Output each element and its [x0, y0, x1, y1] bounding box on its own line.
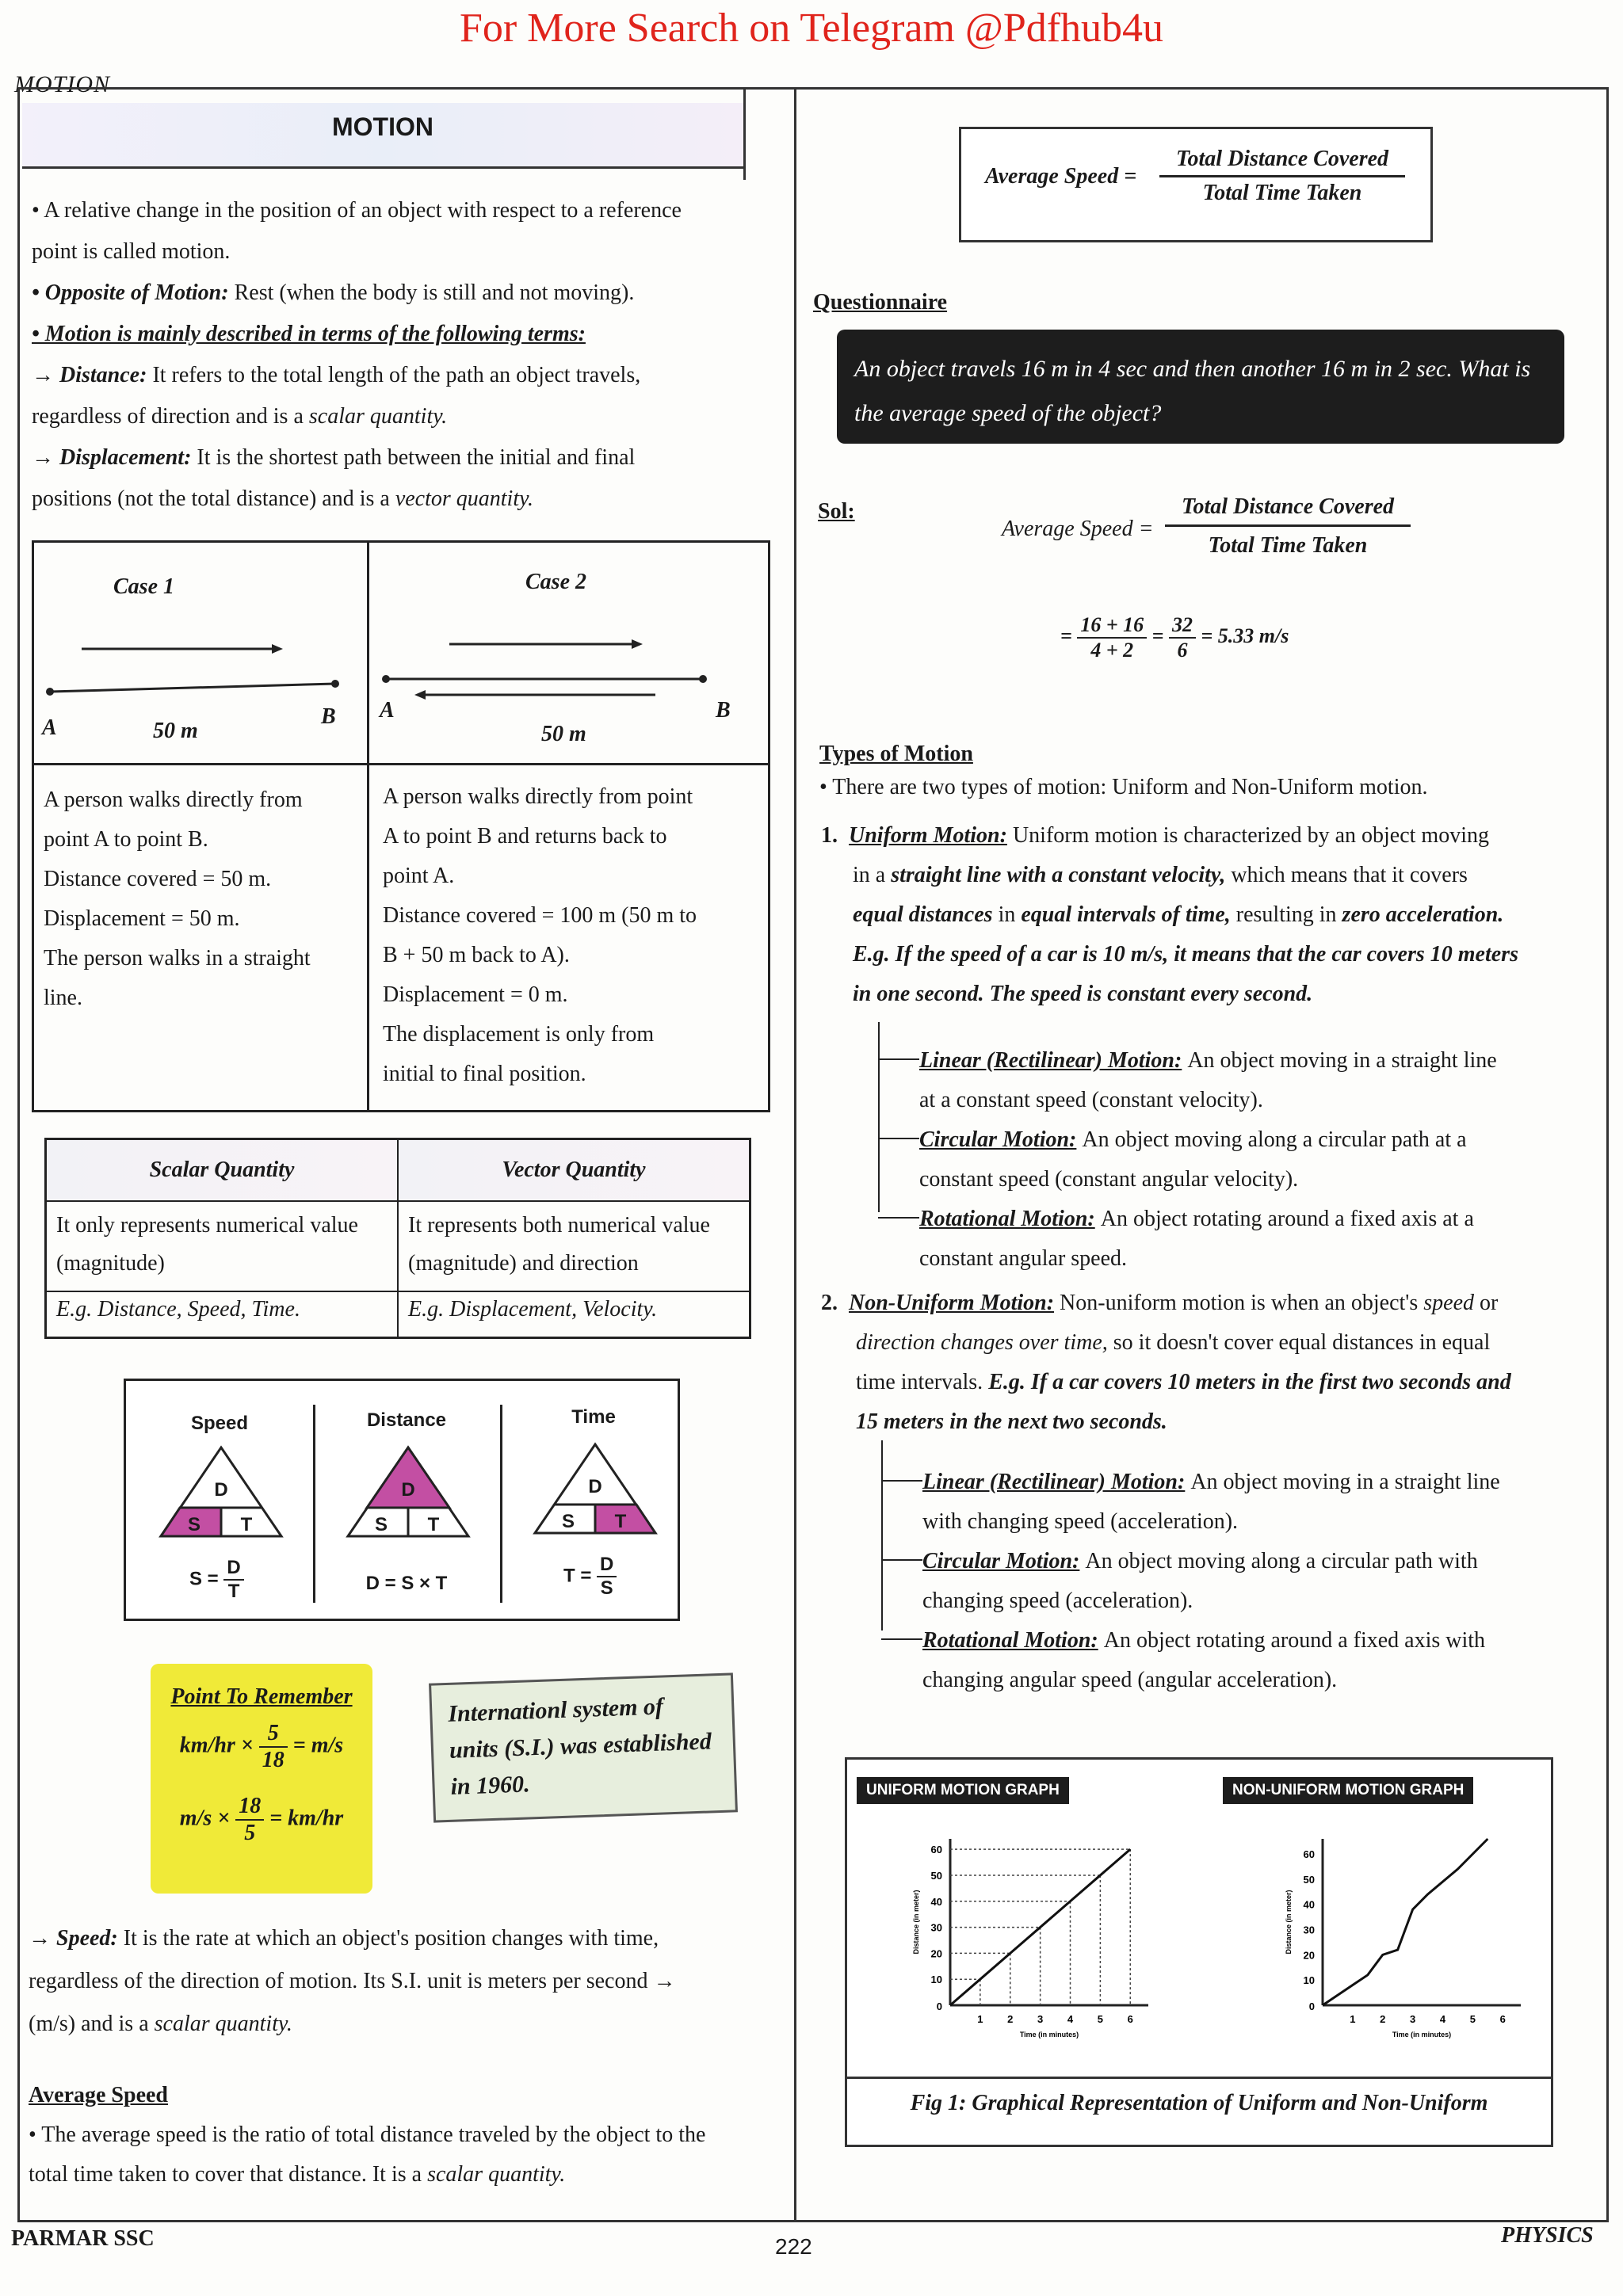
calc-num-1: 16 + 16: [1077, 613, 1147, 639]
displacement-line-2: [32, 479, 761, 520]
x-tick-label: 5: [1097, 2013, 1104, 2025]
case1-distance: 50 m: [153, 719, 198, 743]
case1-description: [44, 780, 361, 1018]
footer-subject: PHYSICS: [1501, 2223, 1594, 2248]
y-tick-label: 20: [1303, 1949, 1315, 1962]
nonuniform-subtypes: [881, 1463, 1579, 1700]
case2-point-a-dot: [382, 675, 390, 683]
x-tick-label: 2: [1007, 2013, 1014, 2025]
scalar-header: Scalar Quantity: [46, 1139, 399, 1202]
distance-text: It refers to the total length of the path an object travels,: [152, 363, 641, 387]
motion-graphs-figure: [845, 1757, 1553, 2147]
case2-point-b-dot: [699, 675, 707, 683]
solution-lhs: Average Speed =: [1002, 517, 1154, 541]
remember-ms-to-kmhr: [151, 1794, 372, 1846]
x-tick-label: 6: [1127, 2013, 1133, 2025]
formula-denominator: Total Time Taken: [1202, 181, 1362, 205]
uniform-label: Uniform Motion:: [849, 823, 1007, 848]
average-speed-title: Average Speed: [29, 2083, 168, 2107]
calc-eq-1: =: [1060, 624, 1072, 647]
calc-result: = 5.33 m/s: [1201, 624, 1289, 647]
uniform-graph-title: UNIFORM MOTION GRAPH: [857, 1777, 1069, 1804]
opposite-line: [32, 273, 761, 314]
nonuniform-rotational-text-2: changing angular speed (angular acceleration).: [922, 1668, 1338, 1692]
speed-label: → Speed:: [29, 1926, 118, 1951]
uniform-text-1: Uniform motion is characterized by an object moving: [1012, 823, 1489, 848]
speed-line-1: It is the rate at which an object's position changes with time,: [123, 1926, 659, 1951]
motion-definition: [32, 190, 761, 520]
uniform-circular-label: Circular Motion:: [919, 1127, 1077, 1152]
remember-l2-a: m/s ×: [179, 1806, 231, 1831]
case2-line: The displacement is only from: [383, 1022, 655, 1047]
nonuniform-rotational-label: Rotational Motion:: [922, 1628, 1098, 1653]
questionnaire-heading: Questionnaire: [813, 290, 948, 315]
si-units-note: Internationl system of units (S.I.) was established in 1960.: [429, 1672, 738, 1822]
case2-description: [383, 777, 763, 1094]
nonuniform-text-1a: Non-uniform motion is when an object's: [1060, 1291, 1419, 1315]
speed-formula-den: T: [227, 1581, 240, 1602]
uniform-motion-chart: [903, 1823, 1164, 2053]
intro-line-2: point is called motion.: [32, 239, 231, 264]
uniform-text-3b: in: [998, 902, 1016, 927]
case1-title: Case 1: [113, 574, 174, 599]
case1-point-a: A: [42, 715, 57, 740]
speed-formula-num: D: [223, 1557, 243, 1581]
uniform-text-3a: equal distances: [853, 902, 993, 927]
speed-formula-lhs: S =: [189, 1568, 219, 1590]
nonuniform-text-1c: or: [1480, 1291, 1499, 1315]
x-axis-label: Time (in minutes): [1019, 2031, 1079, 2039]
nonuniform-circular-text-2: changing speed (acceleration).: [922, 1589, 1193, 1613]
time-s: S: [561, 1511, 575, 1532]
distance-t: T: [427, 1514, 440, 1535]
case1-line: The person walks in a straight: [44, 946, 311, 971]
remember-kmhr-to-ms: [151, 1721, 372, 1773]
calc-den-1: 4 + 2: [1090, 639, 1134, 662]
x-tick-label: 6: [1499, 2013, 1506, 2025]
distance-s: S: [374, 1514, 388, 1535]
x-tick-label: 1: [977, 2013, 983, 2025]
distance-d: D: [401, 1479, 415, 1501]
case1-point-a-dot: [46, 688, 54, 696]
time-title: Time: [571, 1406, 616, 1428]
formula-numerator: Total Distance Covered: [1159, 147, 1405, 177]
average-speed-line-2-text: total time taken to cover that distance. It is a: [29, 2162, 422, 2187]
nonuniform-linear-label: Linear (Rectilinear) Motion:: [922, 1470, 1186, 1494]
displacement-label: → Displacement:: [32, 445, 192, 470]
vector-example: E.g. Displacement, Velocity.: [398, 1291, 750, 1338]
case2-return-arrowhead: [414, 690, 426, 700]
y-tick-label: 10: [1303, 1974, 1315, 1987]
time-t: T: [614, 1511, 627, 1532]
speed-t: T: [240, 1514, 253, 1535]
column-divider: [794, 89, 796, 2220]
solution-fraction: [1165, 494, 1411, 559]
average-speed-section: [29, 2076, 781, 2195]
time-formula-den: S: [600, 1577, 613, 1599]
uniform-number: 1.: [821, 823, 838, 848]
uniform-linear-label: Linear (Rectilinear) Motion:: [919, 1048, 1182, 1073]
types-intro: • There are two types of motion: Uniform and Non-Uniform motion.: [819, 775, 1428, 799]
formula-fraction: [1159, 147, 1405, 206]
uniform-example-1: E.g. If the speed of a car is 10 m/s, it means that the car covers 10 meters: [853, 942, 1518, 967]
nonuniform-circular-text: An object moving along a circular path with: [1085, 1549, 1478, 1573]
displacement-text: It is the shortest path between the initial and final: [197, 445, 636, 470]
remember-title: Point To Remember: [170, 1684, 353, 1709]
nonuniform-circular-label: Circular Motion:: [922, 1549, 1080, 1573]
time-formula: [563, 1554, 659, 1600]
remember-l1-a: km/hr ×: [179, 1733, 254, 1758]
nonuniform-text-2a: direction changes over time,: [856, 1330, 1108, 1355]
distance-line: [32, 355, 761, 396]
distance-qty: scalar quantity.: [308, 404, 448, 429]
origin-label: 0: [936, 2000, 942, 2012]
remember-l1-b: = m/s: [292, 1733, 344, 1758]
nonuniform-text-3b: E.g. If a car covers 10 meters in the first two seconds and: [988, 1370, 1511, 1394]
nonuniform-label: Non-Uniform Motion:: [849, 1291, 1055, 1315]
case2-distance: 50 m: [541, 722, 586, 746]
cases-vertical-rule: [367, 543, 369, 1110]
x-tick-label: 4: [1439, 2013, 1446, 2025]
formula-lhs: Average Speed =: [985, 164, 1137, 189]
displacement-line2: positions (not the total distance) and is a: [32, 486, 390, 511]
y-axis-label: Distance (in meter): [912, 1890, 920, 1955]
uniform-rotational-label: Rotational Motion:: [919, 1207, 1095, 1231]
case1-diagram: [34, 606, 367, 749]
y-tick-label: 40: [1303, 1898, 1315, 1911]
case1-line: Distance covered = 50 m.: [44, 867, 272, 891]
x-tick-label: 4: [1067, 2013, 1074, 2025]
origin-label: 0: [1308, 2000, 1315, 2012]
header-rule: [743, 89, 746, 180]
case2-line: Distance covered = 100 m (50 m to: [383, 903, 697, 928]
section-title: MOTION: [22, 103, 743, 169]
solution-denominator: Total Time Taken: [1208, 533, 1368, 558]
intro-line-1: • A relative change in the position of an object with respect to a reference: [32, 198, 682, 223]
remember-l1-den: 18: [262, 1748, 285, 1772]
page-number: 222: [775, 2234, 812, 2259]
distance-title: Distance: [366, 1409, 447, 1431]
case1-line: Displacement = 50 m.: [44, 906, 240, 931]
case2-line: A person walks directly from point: [383, 784, 693, 809]
uniform-text-2b: straight line with a constant velocity,: [891, 863, 1226, 887]
speed-s: S: [187, 1514, 200, 1535]
speed-line-3-text: (m/s) and is a: [29, 2012, 149, 2036]
nonuniform-graph-title: NON-UNIFORM MOTION GRAPH: [1223, 1777, 1473, 1804]
speed-qty: scalar quantity.: [154, 2012, 292, 2036]
uniform-text-2a: in a: [853, 863, 886, 887]
calc-den-2: 6: [1177, 639, 1188, 662]
terms-line: [32, 314, 761, 355]
solution-numerator: Total Distance Covered: [1165, 494, 1411, 527]
y-tick-label: 30: [930, 1921, 942, 1934]
distance-formula: D = S × T: [365, 1573, 448, 1594]
average-speed-formula-box: [959, 127, 1433, 242]
uniform-motion-section: [821, 816, 1574, 1014]
case2-line: Displacement = 0 m.: [383, 982, 568, 1007]
vector-definition: It represents both numerical value (magnitude) and direction: [398, 1201, 750, 1291]
nonuniform-motion-chart: [1275, 1823, 1537, 2053]
case2-line: point A.: [383, 864, 455, 888]
average-speed-line-1: • The average speed is the ratio of total distance traveled by the object to the: [29, 2122, 706, 2147]
x-tick-label: 1: [1350, 2013, 1356, 2025]
remember-l2-num: 18: [235, 1794, 264, 1821]
uniform-circular-text-2: constant speed (constant angular velocity).: [919, 1167, 1299, 1192]
nonuniform-linear-text: An object moving in a straight line: [1190, 1470, 1500, 1494]
y-tick-label: 60: [930, 1844, 942, 1856]
case1-point-b: B: [321, 704, 336, 729]
uniform-circular-text: An object moving along a circular path at a: [1082, 1127, 1467, 1152]
nonuniform-rotational-text: An object rotating around a fixed axis with: [1103, 1628, 1486, 1653]
case2-line: A to point B and returns back to: [383, 824, 667, 849]
speed-d: D: [214, 1479, 228, 1501]
uniform-text-2c: which means that it covers: [1231, 863, 1468, 887]
time-d: D: [588, 1476, 602, 1497]
case2-point-a: A: [380, 698, 395, 723]
displacement-line: [32, 437, 761, 479]
figure-caption: Fig 1: Graphical Representation of Uniform and Non-Uniform: [910, 2091, 1488, 2115]
speed-title: Speed: [190, 1413, 249, 1434]
solution-calculation: [1060, 613, 1289, 662]
remember-l1-num: 5: [259, 1721, 288, 1748]
x-tick-label: 3: [1037, 2013, 1044, 2025]
x-tick-label: 3: [1410, 2013, 1416, 2025]
case2-line: initial to final position.: [383, 1062, 586, 1086]
nonuniform-text-1b: speed: [1423, 1291, 1475, 1315]
uniform-rotational-text-2: constant angular speed.: [919, 1246, 1128, 1271]
question-box: An object travels 16 m in 4 sec and then another 16 m in 2 sec. What is the average speed of the object?: [837, 330, 1564, 444]
scalar-vector-table: [44, 1138, 751, 1339]
uniform-linear-text-2: at a constant speed (constant velocity).: [919, 1088, 1263, 1112]
nonuniform-text-3a: time intervals.: [856, 1370, 983, 1394]
distance-line2: regardless of direction and is a: [32, 404, 304, 429]
case2-line: B + 50 m back to A).: [383, 943, 570, 967]
uniform-example-2: in one second. The speed is constant every second.: [853, 982, 1313, 1006]
y-tick-label: 50: [930, 1869, 942, 1882]
average-speed-line-2: [29, 2155, 781, 2195]
uniform-rotational-text: An object rotating around a fixed axis at a: [1100, 1207, 1474, 1231]
remember-l2-den: 5: [244, 1821, 256, 1845]
nonuniform-text-2b: so it doesn't cover equal distances in equal: [1113, 1330, 1491, 1355]
average-speed-qty: scalar quantity.: [427, 2162, 566, 2187]
opposite-text: Rest (when the body is still and not moving).: [234, 280, 635, 305]
y-tick-label: 30: [1303, 1924, 1315, 1936]
solution-label: Sol:: [818, 499, 855, 524]
speed-formula: [189, 1557, 285, 1603]
case1-point-b-dot: [331, 680, 339, 688]
series-line: [1323, 1839, 1487, 2005]
calc-eq-2: =: [1151, 624, 1164, 647]
speed-line-3: [29, 2003, 773, 2046]
speed-definition: [29, 1917, 773, 2046]
displacement-qty: vector quantity.: [395, 486, 533, 511]
case1-arrowhead: [272, 644, 283, 654]
y-tick-label: 40: [930, 1895, 942, 1908]
case2-title: Case 2: [525, 570, 586, 594]
x-tick-label: 5: [1469, 2013, 1476, 2025]
nonuniform-text-4: 15 meters in the next two seconds.: [856, 1409, 1167, 1434]
case2-forward-arrowhead: [632, 639, 643, 649]
tri-divider: [500, 1405, 502, 1603]
speed-line-2: regardless of the direction of motion. Its S.I. unit is meters per second →: [29, 1969, 676, 1993]
vector-header: Vector Quantity: [398, 1139, 750, 1202]
distance-line-2: [32, 396, 761, 437]
uniform-text-3d: resulting in: [1235, 902, 1337, 927]
scalar-example: E.g. Distance, Speed, Time.: [46, 1291, 399, 1338]
time-formula-num: D: [597, 1554, 617, 1577]
y-tick-label: 20: [930, 1947, 942, 1960]
uniform-subtypes: [878, 1041, 1575, 1279]
cases-horizontal-rule: [34, 763, 768, 765]
corner-chapter-title: MOTION: [14, 71, 111, 97]
y-tick-label: 50: [1303, 1873, 1315, 1886]
cases-box: [32, 540, 770, 1112]
case1-line: point A to point B.: [44, 827, 208, 852]
speed-line: [29, 1917, 773, 1960]
caption-rule: [847, 2077, 1551, 2079]
uniform-linear-text: An object moving in a straight line: [1187, 1048, 1497, 1073]
telegram-banner: For More Search on Telegram @Pdfhub4u: [459, 6, 1164, 51]
x-axis-label: Time (in minutes): [1392, 2031, 1452, 2039]
opposite-label: • Opposite of Motion:: [32, 280, 229, 305]
distance-label: → Distance:: [32, 363, 147, 387]
nonuniform-linear-text-2: with changing speed (acceleration).: [922, 1509, 1239, 1534]
y-tick-label: 10: [930, 1974, 942, 1986]
case1-line: line.: [44, 986, 82, 1010]
y-axis-label: Distance (in meter): [1285, 1890, 1293, 1955]
remember-l2-b: = km/hr: [269, 1806, 344, 1831]
uniform-text-3c: equal intervals of time,: [1021, 902, 1231, 927]
nonuniform-number: 2.: [821, 1291, 838, 1315]
case1-line: A person walks directly from: [44, 788, 303, 812]
time-formula-lhs: T =: [563, 1565, 592, 1587]
case2-point-b: B: [716, 698, 731, 723]
point-to-remember-card: [151, 1664, 372, 1894]
case1-path: [50, 684, 335, 692]
calc-num-2: 32: [1169, 613, 1196, 639]
types-of-motion-title: Types of Motion: [819, 742, 973, 766]
x-tick-label: 2: [1380, 2013, 1386, 2025]
dst-triangle-box: [124, 1379, 680, 1621]
footer-publisher: PARMAR SSC: [11, 2226, 155, 2251]
y-tick-label: 60: [1303, 1848, 1315, 1861]
terms-label: • Motion is mainly described in terms of the following terms:: [32, 322, 586, 346]
scalar-definition: It only represents numerical value (magnitude): [46, 1201, 399, 1291]
non-uniform-motion-section: [821, 1283, 1574, 1442]
uniform-text-3e: zero acceleration.: [1342, 902, 1504, 927]
